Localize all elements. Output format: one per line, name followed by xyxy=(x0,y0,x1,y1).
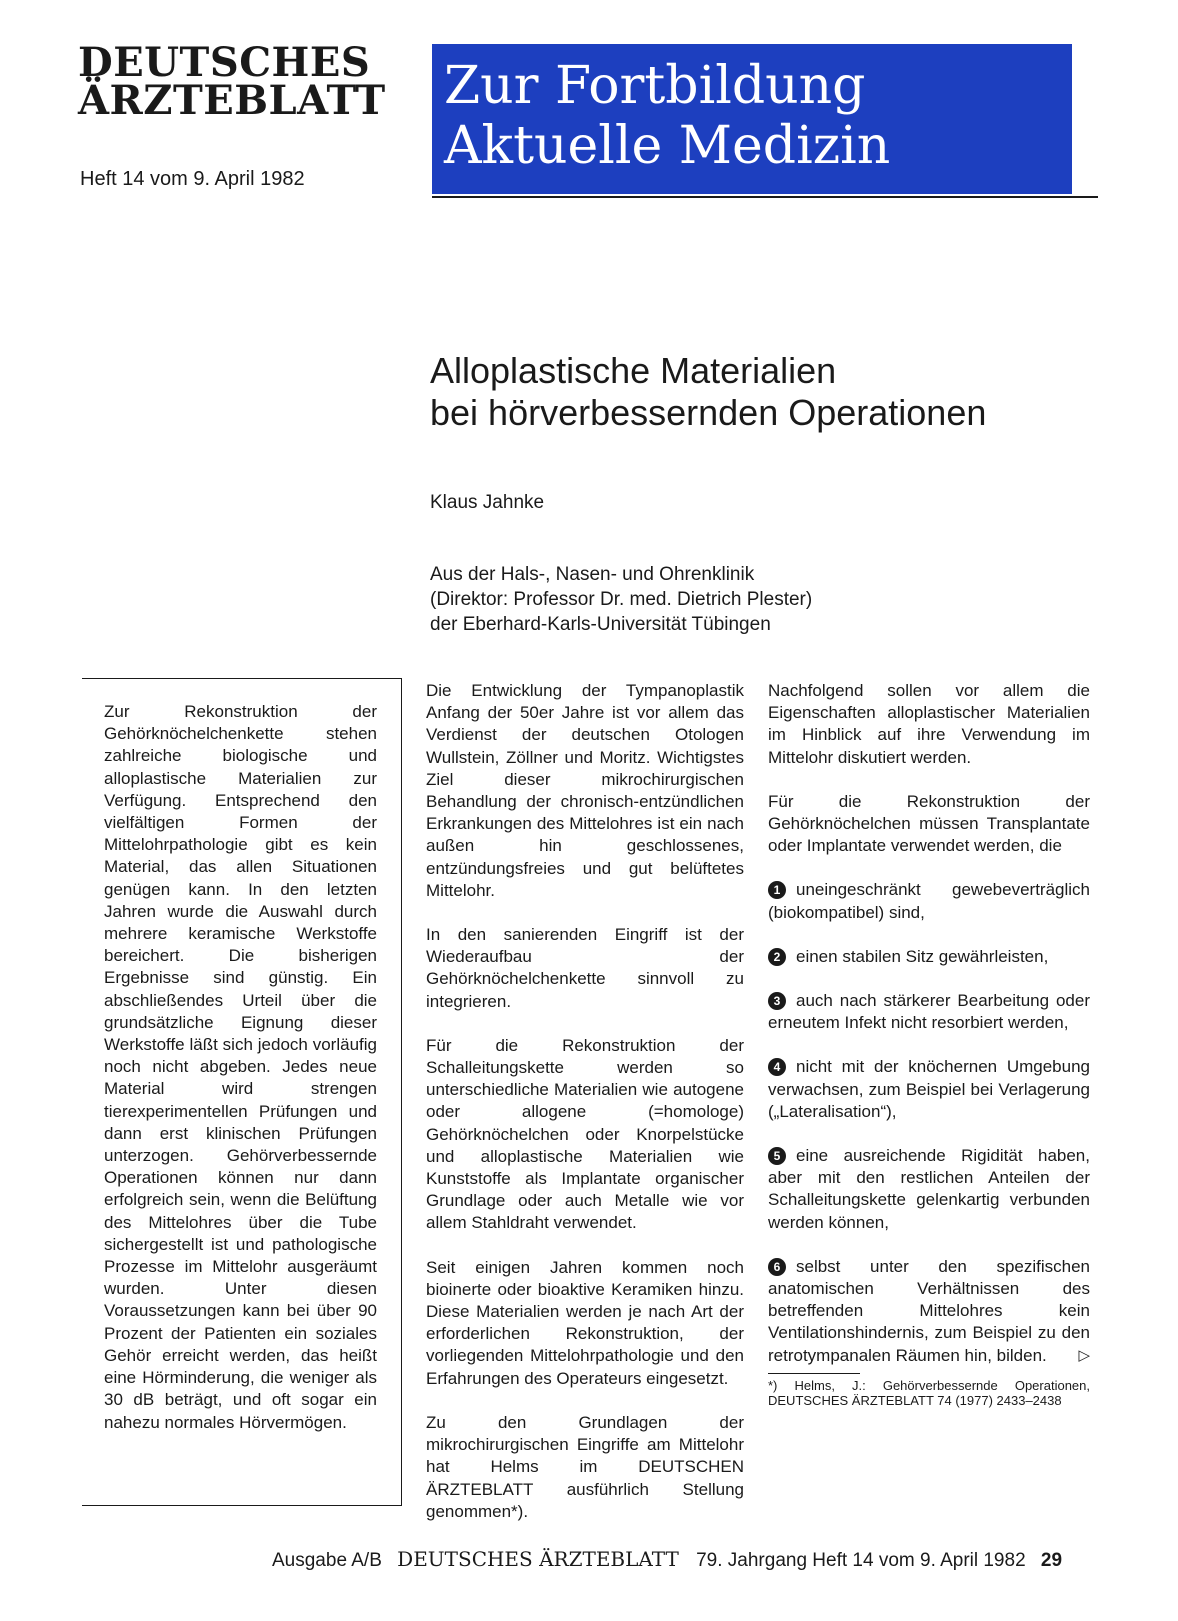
article-title xyxy=(430,350,986,434)
list-item-text: uneingeschränkt gewebeverträglich (biokompatibel) sind, xyxy=(768,880,1090,922)
number-3-icon: 3 xyxy=(768,992,786,1010)
section-banner xyxy=(432,44,1072,194)
title-line-2: bei hörverbessernden Operationen xyxy=(430,392,987,433)
number-1-icon: 1 xyxy=(768,881,786,899)
list-item xyxy=(768,1056,1090,1123)
page-number: 29 xyxy=(1040,1550,1063,1571)
masthead-line-2: ÄRZTEBLATT xyxy=(78,77,386,124)
affiliation-line-1: Aus der Hals-, Nasen- und Ohrenklinik xyxy=(430,564,755,585)
number-2-icon: 2 xyxy=(768,948,786,966)
affiliation-line-3: der Eberhard-Karls-Universität Tübingen xyxy=(430,614,771,635)
paragraph: Die Entwicklung der Tympanoplastik Anfang der 50er Jahre ist vor allem das Verdienst der deutschen Otologen Wullstein, Zöllner und Moritz. Wichtigstes Ziel dieser mikrochirurgischen Behandlung der chronisch-entzündlichen Erkrankungen des Mittelohres ist ein nach außen hin geschlossenes, entzündungsfreies und gut belüftetes Mittelohr. xyxy=(426,681,744,900)
number-6-icon: 6 xyxy=(768,1258,786,1276)
abstract-box xyxy=(82,678,402,1506)
paragraph: In den sanierenden Eingriff ist der Wiederaufbau der Gehörknöchelchenkette sinnvoll zu integrieren. xyxy=(426,925,744,1011)
footer-journal: DEUTSCHES ÄRZTEBLATT xyxy=(397,1547,679,1571)
continue-arrow-icon: ▷ xyxy=(1078,1346,1090,1364)
list-item xyxy=(768,946,1090,968)
issue-line: Heft 14 vom 9. April 1982 xyxy=(80,168,305,190)
footnote: *) Helms, J.: Gehörverbessernde Operationen, DEUTSCHES ÄRZTEBLATT 74 (1977) 2433–2438 xyxy=(768,1377,1090,1408)
body-column-3 xyxy=(768,680,1090,1408)
list-item xyxy=(768,1256,1090,1367)
footer-issue: 79. Jahrgang Heft 14 vom 9. April 1982 xyxy=(696,1550,1026,1571)
list-item xyxy=(768,990,1090,1034)
banner-line-2: Aktuelle Medizin xyxy=(444,116,891,176)
list-item-text: auch nach stärkerer Bearbeitung oder erneutem Infekt nicht resorbiert werden, xyxy=(768,991,1090,1033)
paragraph: Für die Rekonstruktion der Schalleitungskette werden so unterschiedliche Materialien wie autogene oder allogene (=homologe) Gehörknöchelchen oder Knorpelstücke und alloplastische Materialien wie Kunststoffe als Implantate organischer Grundlage oder auch Metalle wie vor allem Stahldraht verwendet. xyxy=(426,1035,744,1233)
list-item xyxy=(768,1145,1090,1234)
page-footer xyxy=(272,1547,1062,1572)
masthead-name xyxy=(78,39,386,124)
footer-edition: Ausgabe A/B xyxy=(272,1550,382,1571)
list-item-text: einen stabilen Sitz gewährleisten, xyxy=(796,946,1049,966)
title-line-1: Alloplastische Materialien xyxy=(430,350,837,391)
list-item xyxy=(768,879,1090,923)
banner-line-1: Zur Fortbildung xyxy=(444,56,866,116)
paragraph: Nachfolgend sollen vor allem die Eigenschaften alloplastischer Materialien im Hinblick auf ihre Verwendung im Mittelohr diskutiert werden. xyxy=(768,681,1090,767)
body-column-2 xyxy=(426,680,744,1523)
list-item-text: nicht mit der knöchernen Umgebung verwachsen, zum Beispiel bei Verlagerung („Lateralisation“), xyxy=(768,1057,1090,1121)
number-5-icon: 5 xyxy=(768,1147,786,1165)
abstract-text: Zur Rekonstruktion der Gehörknöchelchenkette stehen zahlreiche biologische und alloplastische Materialien zur Verfügung. Entsprechend den vielfältigen Formen der Mittelohrpathologie gibt es kein Material, das allen Situationen genügen kann. In den letzten Jahren wurde die Auswahl durch mehrere keramische Werkstoffe bereichert. Die bisherigen Ergebnisse sind günstig. Ein abschließendes Urteil über die grundsätzliche Eignung dieser Werkstoffe läßt sich jedoch vorläufig noch nicht abgeben. Jedes neue Material wird strengen tierexperimentellen Prüfungen und dann erst klinischen Prüfungen unterzogen. Gehörverbessernde Operationen können nur dann erfolgreich sein, wenn die Belüftung des Mittelohres über die Tube sichergestellt ist und pathologische Prozesse im Mittelohr ausgeräumt wurden. Unter diesen Voraussetzungen kann bei über 90 Prozent der Patienten ein soziales Gehör erreicht werden, das heißt eine Hörminderung, die weniger als 30 dB beträgt, und oft sogar ein nahezu normales Hörvermögen. xyxy=(104,702,377,1432)
author-name: Klaus Jahnke xyxy=(430,492,545,513)
paragraph: Für die Rekonstruktion der Gehörknöchelchen müssen Transplantate oder Implantate verwendet werden, die xyxy=(768,791,1090,856)
number-4-icon: 4 xyxy=(768,1058,786,1076)
list-item-text: eine ausreichende Rigidität haben, aber mit den restlichen Anteilen der Schalleitungskette gelenkartig verbunden werden können, xyxy=(768,1146,1090,1232)
affiliation xyxy=(430,562,812,637)
header-rule xyxy=(432,196,1098,198)
list-item-text: selbst unter den spezifischen anatomischen Verhältnissen des betreffenden Mittelohres kein Ventilationshindernis, zum Beispiel zu den retrotympanalen Räumen hin, bilden. xyxy=(768,1256,1090,1365)
paragraph: Zu den Grundlagen der mikrochirurgischen Eingriffe am Mittelohr hat Helms im DEUTSCHEN ÄRZTEBLATT ausführlich Stellung genommen*). xyxy=(426,1412,744,1521)
paragraph: Seit einigen Jahren kommen noch bioinerte oder bioaktive Keramiken hinzu. Diese Materialien werden je nach Art der erforderlichen Rekonstruktion, der vorliegenden Mittelohrpathologie und den Erfahrungen des Operateurs eingesetzt. xyxy=(426,1257,744,1388)
masthead-line-1: DEUTSCHES xyxy=(78,39,371,86)
affiliation-line-2: (Direktor: Professor Dr. med. Dietrich Plester) xyxy=(430,589,813,610)
footnote-rule xyxy=(768,1373,860,1374)
